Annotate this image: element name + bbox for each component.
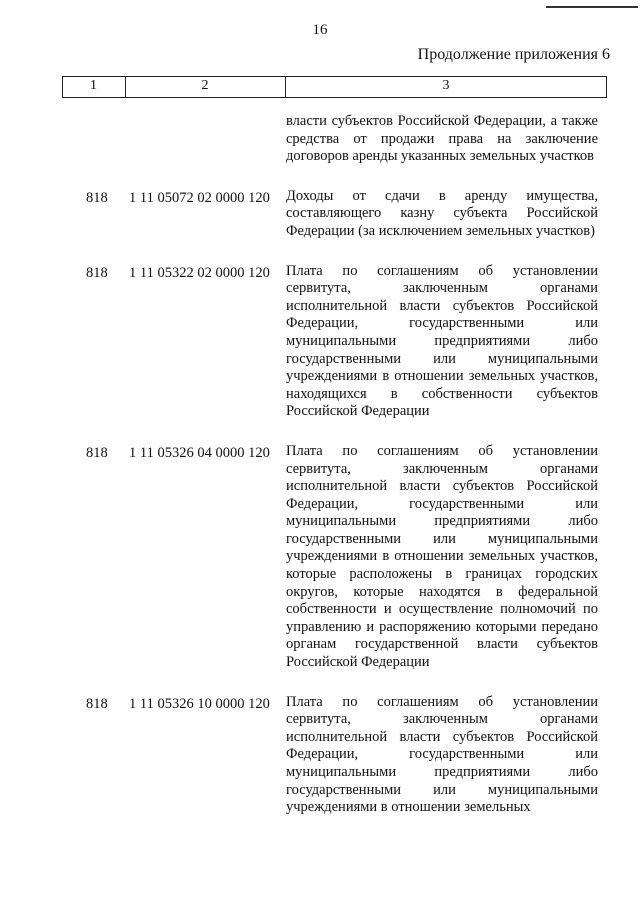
appendix-continuation-title: Продолжение приложения 6 [417, 46, 610, 63]
column-header-1: 1 [90, 78, 97, 93]
budget-classification-code: 1 11 05072 02 0000 120 [129, 189, 270, 206]
table-row [0, 113, 640, 166]
budget-classification-code: 1 11 05322 02 0000 120 [129, 264, 270, 281]
revenue-description: власти субъектов Российской Федерации, а также средства от продажи права на заключение договоров аренды указанных земельных участков [286, 113, 598, 165]
table-row [0, 263, 640, 421]
admin-code: 818 [86, 444, 108, 461]
admin-code: 818 [86, 264, 108, 281]
table-row [0, 694, 640, 817]
top-edge-line [546, 6, 638, 8]
revenue-description: Плата по соглашениям об установлении сервитута, заключенным органами исполнительной власти субъектов Российской Федерации, государственными или муниципальными предприятиями либо государственными или муниципальными учреждениями в отношении земельных участков, находящихся в собственности субъектов Российской Федерации [286, 262, 598, 420]
table-header [62, 76, 607, 98]
table-body [0, 113, 640, 839]
revenue-description: Доходы от сдачи в аренду имущества, составляющего казну субъекта Российской Федерации (за исключением земельных участков) [286, 187, 598, 239]
revenue-description: Плата по соглашениям об установлении сервитута, заключенным органами исполнительной власти субъектов Российской Федерации, государственными или муниципальными предприятиями либо государственными или муниципальными учреждениями в отношении земельных [286, 693, 598, 816]
column-header-2: 2 [201, 78, 209, 93]
budget-classification-code: 1 11 05326 04 0000 120 [129, 444, 270, 461]
page-number: 16 [312, 22, 328, 38]
admin-code: 818 [86, 695, 108, 712]
table-row [0, 188, 640, 241]
budget-classification-code: 1 11 05326 10 0000 120 [129, 695, 270, 712]
admin-code: 818 [86, 189, 108, 206]
revenue-description: Плата по соглашениям об установлении сервитута, заключенным органами исполнительной власти субъектов Российской Федерации, государственными или муниципальными предприятиями либо государственными или муниципальными учреждениями в отношении земельных участков, которые расположены в границах городских округов, которые находятся в федеральной собственности и осуществление полномочий по управлению и распоряжению которыми передано органам государственной власти субъектов Российской Федерации [286, 442, 598, 671]
table-row [0, 443, 640, 672]
column-header-3: 3 [442, 78, 450, 93]
